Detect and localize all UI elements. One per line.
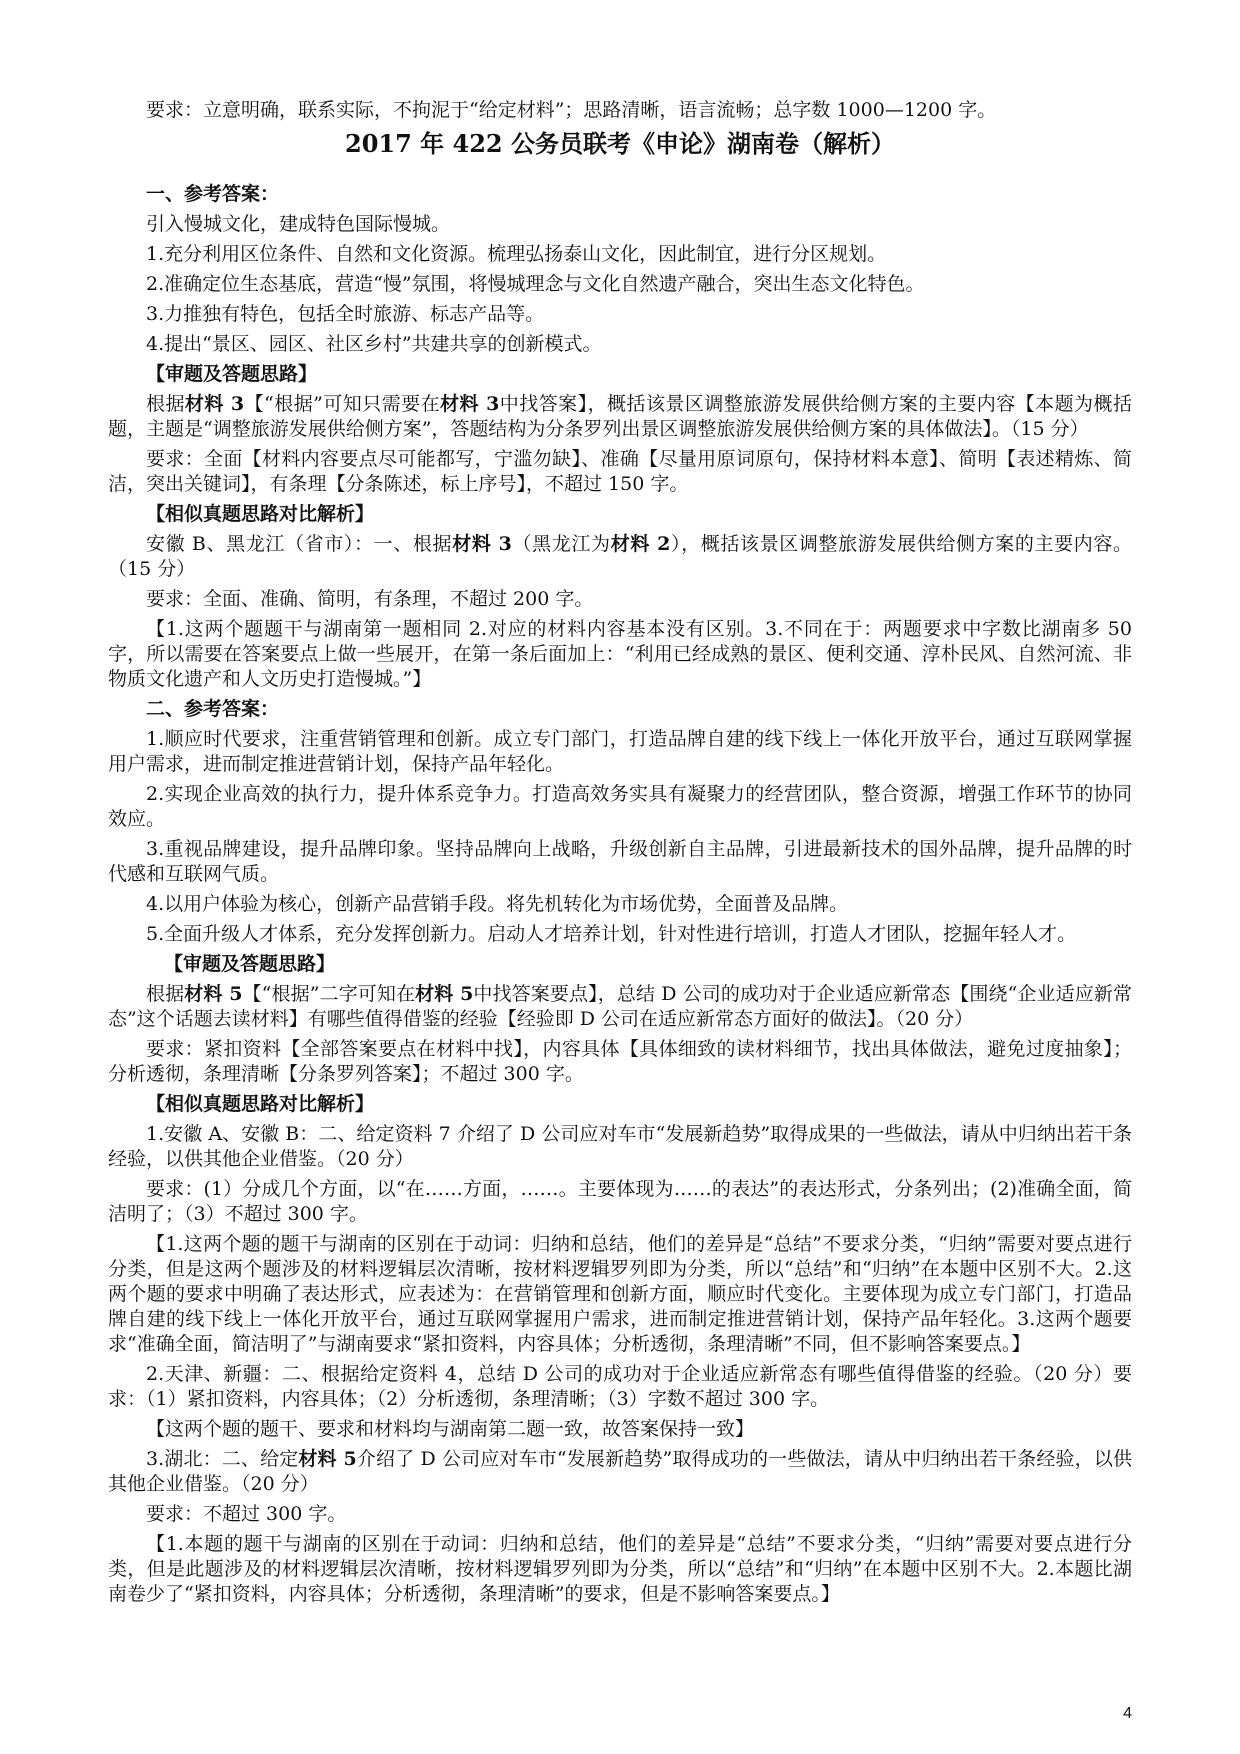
section2-heading: 二、参考答案： [146,698,280,720]
section2-idea-heading: 【审题及答题思路】 [164,953,336,975]
section2-line: 2.实现企业高效的执行力，提升体系竞争力。打造高效务实具有凝聚力的经营团队，整合资源，增强工作环节的协同效应。 [108,783,1132,830]
section2-line: 3.重视品牌建设，提升品牌印象。坚持品牌向上战略，升级创新自主品牌，引进最新技术的国外品牌，提升品牌的时代感和互联网气质。 [108,838,1132,885]
section2-line: 4.以用户体验为核心，创新产品营销手段。将先机转化为市场优势，全面普及品牌。 [146,893,849,915]
section1-line: 2.准确定位生态基底，营造“慢”氛围，将慢城理念与文化自然遗产融合，突出生态文化特色。 [146,273,925,295]
section1-compare-note: 【1.这两个题题干与湖南第一题相同 2.对应的材料内容基本没有区别。3.不同在于：两题要求中字数比湖南多 50 字，所以需要在答案要点上做一些展开，在第一条后面加上：“利用已经成熟的景区、便利交通、淳朴民风、自然河流、非物质文化遗产和人文历史打造慢城。”】 [108,618,1132,690]
section2-requirement: 要求：紧扣资料【全部答案要点在材料中找】，内容具体【具体细致的读材料细节，找出具体做法，避免过度抽象】；分析透彻，条理清晰【分条罗列答案】；不超过 300 字。 [108,1038,1132,1085]
section1-compare-heading: 【相似真题思路对比解析】 [146,503,375,525]
section1-requirement: 要求：全面【材料内容要点尽可能都写，宁滥勿缺】、准确【尽量用原词原句，保持材料本意】、简明【表述精炼、简洁，突出关键词】，有条理【分条陈述，标上序号】，不超过 150 字。 [108,448,1132,495]
compare1-question: 1.安徽 A、安徽 B：二、给定资料 7 介绍了 D 公司应对车市“发展新趋势”取得成果的一些做法，请从中归纳出若干条经验，以供其他企业借鉴。（20 分） [108,1123,1132,1170]
section2-compare-heading: 【相似真题思路对比解析】 [146,1093,375,1115]
document-title: 2017 年 422 公务员联考《申论》湖南卷（解析） [345,129,895,158]
compare3-question: 3.湖北：二、给定材料 5介绍了 D 公司应对车市“发展新趋势”取得成功的一些做法，请从中归纳出若干条经验，以供其他企业借鉴。（20 分） [108,1448,1132,1495]
compare1-note: 【1.这两个题的题干与湖南的区别在于动词：归纳和总结，他们的差异是“总结”不要求分类，“归纳”需要对要点进行分类，但是这两个题涉及的材料逻辑层次清晰，按材料逻辑罗列即为分类，所以“总结”和“归纳”在本题中区别不大。2.这两个题的要求中明确了表达形式，应表述为：在营销管理和创新方面，顺应时代变化。主要体现为成立专门部门，打造品牌自建的线下线上一体化开放平台，通过互联网掌握用户需求，进而制定推进营销计划，保持产品年轻化。3.这两个题要求“准确全面，简洁明了”与湖南要求“紧扣资料，内容具体；分析透彻，条理清晰”不同，但不影响答案要点。】 [108,1233,1132,1355]
section2-idea: 根据材料 5【“根据”二字可知在材料 5中找答案要点】，总结 D 公司的成功对于企业适应新常态【围绕“企业适应新常态”这个话题去读材料】有哪些值得借鉴的经验【经验即 D 公司在适应新常态方面好的做法】。（20 分） [108,983,1132,1030]
section1-line: 1.充分利用区位条件、自然和文化资源。梳理弘扬泰山文化，因此制宜，进行分区规划。 [146,243,887,265]
compare2-question: 2.天津、新疆：二、根据给定资料 4，总结 D 公司的成功对于企业适应新常态有哪些值得借鉴的经验。（20 分）要求：（1）紧扣资料，内容具体；（2）分析透彻，条理清晰；（3）字数不超过 300 字。 [108,1363,1132,1410]
compare3-requirement: 要求：不超过 300 字。 [146,1503,347,1525]
section1-line: 引入慢城文化，建成特色国际慢城。 [146,213,451,235]
section1-idea-heading: 【审题及答题思路】 [146,363,318,385]
section2-line: 5.全面升级人才体系，充分发挥创新力。启动人才培养计划，针对性进行培训，打造人才团队，挖掘年轻人才。 [146,923,1077,945]
section1-line: 3.力推独有特色，包括全时旅游、标志产品等。 [146,303,545,325]
compare3-note: 【1.本题的题干与湖南的区别在于动词：归纳和总结，他们的差异是“总结”不要求分类，“归纳”需要对要点进行分类，但是此题涉及的材料逻辑层次清晰，按材料逻辑罗列即为分类，所以“总结”和“归纳”在本题中区别不大。2.本题比湖南卷少了“紧扣资料，内容具体；分析透彻，条理清晰”的要求，但是不影响答案要点。】 [108,1533,1132,1605]
compare2-note: 【这两个题的题干、要求和材料均与湖南第二题一致，故答案保持一致】 [146,1418,755,1440]
section1-compare-requirement: 要求：全面、准确、简明，有条理，不超过 200 字。 [146,588,594,610]
page-number: 4 [1123,1705,1132,1722]
section1-line: 4.提出“景区、园区、社区乡村”共建共享的创新模式。 [146,333,602,355]
page-content [108,98,1132,1612]
top-requirement: 要求：立意明确，联系实际，不拘泥于“给定材料”；思路清晰，语言流畅；总字数 1000—1200 字。 [146,99,997,121]
section1-idea: 根据材料 3【“根据”可知只需要在材料 3中找答案】，概括该景区调整旅游发展供给侧方案的主要内容【本题为概括题，主题是“调整旅游发展供给侧方案”，答题结构为分条罗列出景区调整旅游发展供给侧方案的具体做法】。（15 分） [108,393,1132,440]
compare1-requirement: 要求：(1）分成几个方面，以“在……方面，……。主要体现为……的表达”的表达形式，分条列出；(2)准确全面，简洁明了；（3）不超过 300 字。 [108,1178,1132,1225]
section1-compare-question: 安徽 B、黑龙江（省市）：一、根据材料 3（黑龙江为材料 2），概括该景区调整旅游发展供给侧方案的主要内容。（15 分） [108,533,1132,580]
section2-line: 1.顺应时代要求，注重营销管理和创新。成立专门部门，打造品牌自建的线下线上一体化开放平台，通过互联网掌握用户需求，进而制定推进营销计划，保持产品年轻化。 [108,728,1132,775]
section1-heading: 一、参考答案： [146,183,280,205]
